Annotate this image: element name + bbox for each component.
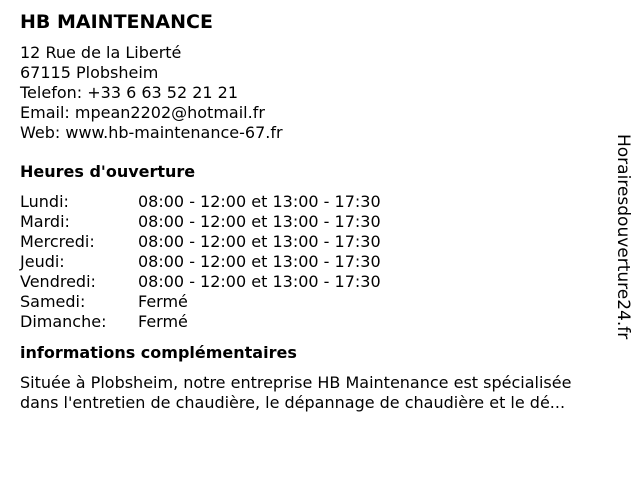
day-label: Samedi: (20, 292, 86, 311)
contact-block (20, 43, 610, 143)
time-value: 08:00 - 12:00 et 13:00 - 17:30 (138, 232, 381, 251)
day-label: Mardi: (20, 212, 70, 231)
phone-line: Telefon: +33 6 63 52 21 21 (20, 83, 239, 102)
hours-row-saturday (20, 292, 610, 312)
day-label: Dimanche: (20, 312, 107, 331)
time-value: 08:00 - 12:00 et 13:00 - 17:30 (138, 192, 381, 211)
hours-row-thursday (20, 252, 610, 272)
day-label: Jeudi: (20, 252, 65, 271)
time-value: 08:00 - 12:00 et 13:00 - 17:30 (138, 252, 381, 271)
hours-row-wednesday (20, 232, 610, 252)
business-name: HB MAINTENANCE (20, 11, 213, 33)
info-text-line: dans l'entretien de chaudière, le dépannage de chaudière et le dé... (20, 393, 566, 412)
email-line: Email: mpean2202@hotmail.fr (20, 103, 265, 122)
address-street: 12 Rue de la Liberté (20, 43, 182, 62)
time-value: Fermé (138, 292, 188, 311)
site-watermark: Horairesdouverture24.fr (613, 134, 633, 340)
hours-row-tuesday (20, 212, 610, 232)
day-label: Mercredi: (20, 232, 95, 251)
time-value: 08:00 - 12:00 et 13:00 - 17:30 (138, 212, 381, 231)
day-label: Lundi: (20, 192, 69, 211)
time-value: 08:00 - 12:00 et 13:00 - 17:30 (138, 272, 381, 291)
hours-row-sunday (20, 312, 610, 332)
time-value: Fermé (138, 312, 188, 331)
hours-row-monday (20, 192, 610, 212)
hours-row-friday (20, 272, 610, 292)
web-line: Web: www.hb-maintenance-67.fr (20, 123, 283, 142)
day-label: Vendredi: (20, 272, 96, 291)
opening-hours-table (20, 192, 610, 332)
info-heading: informations complémentaires (20, 343, 297, 362)
info-description (20, 373, 620, 413)
info-text-line: Située à Plobsheim, notre entreprise HB Maintenance est spécialisée (20, 373, 572, 392)
business-card (20, 10, 610, 413)
address-city: 67115 Plobsheim (20, 63, 159, 82)
hours-heading: Heures d'ouverture (20, 162, 196, 181)
